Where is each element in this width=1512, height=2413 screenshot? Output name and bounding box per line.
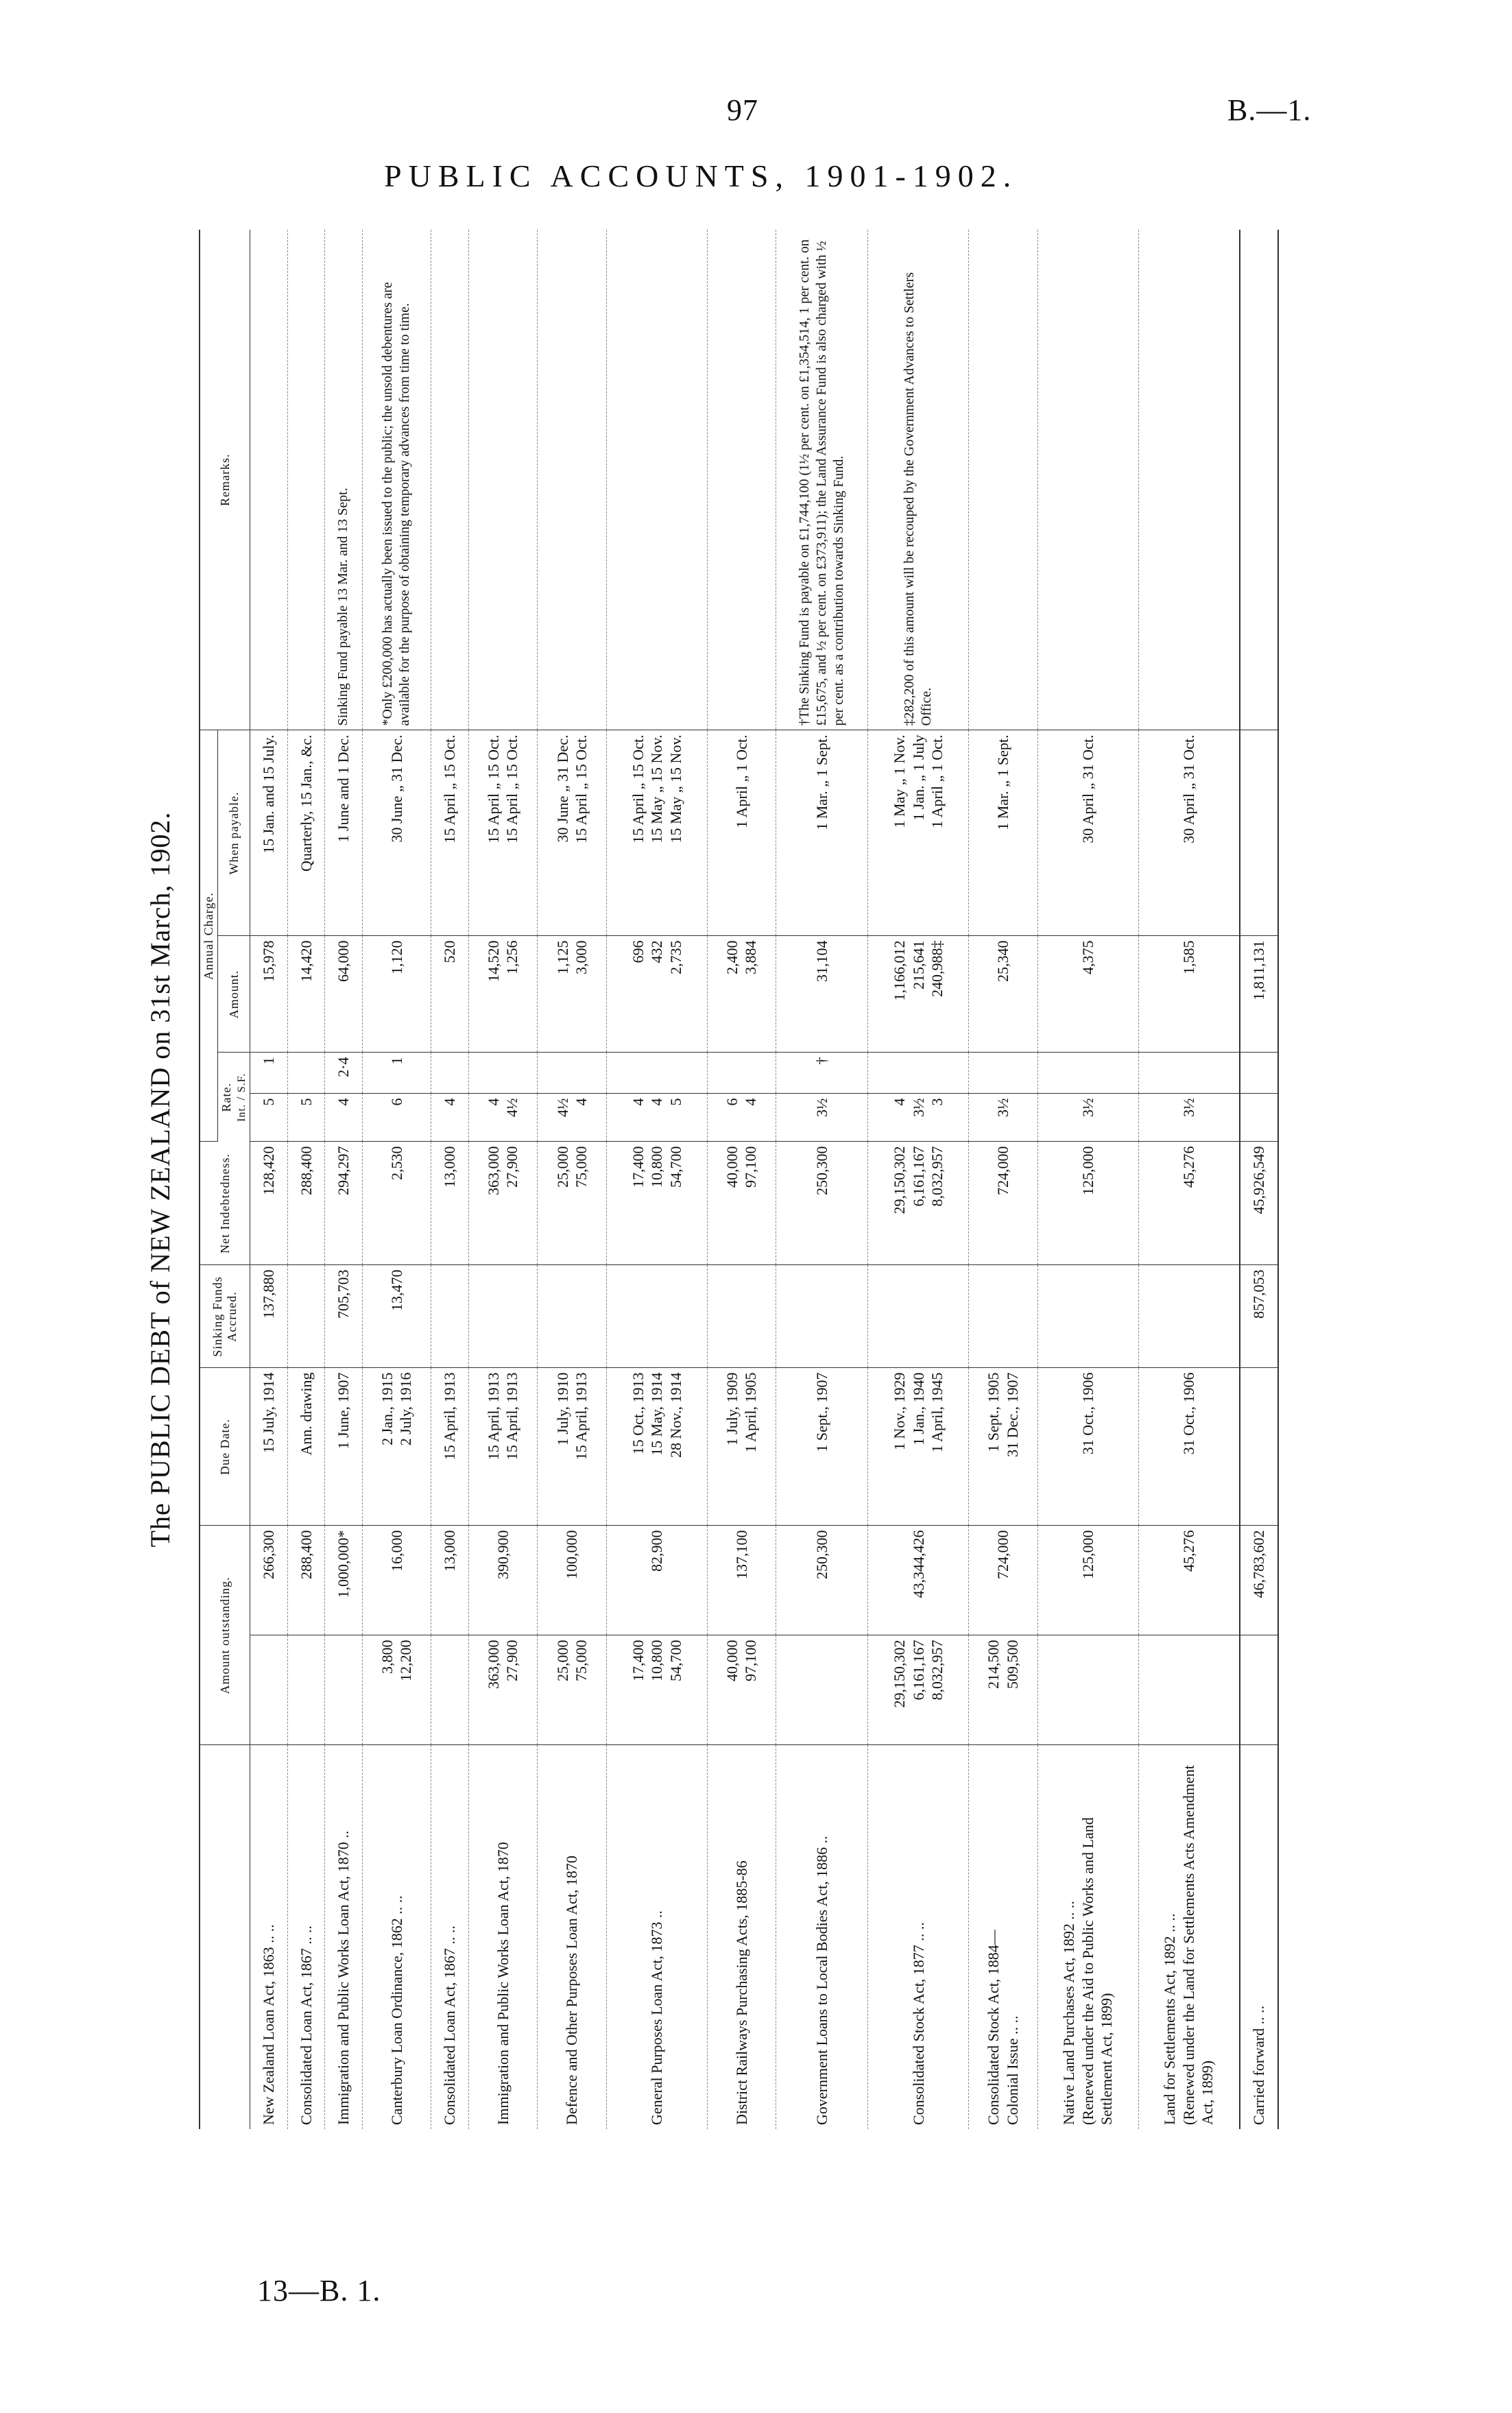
table-row — [431, 230, 469, 2129]
footer-code: 13—B. 1. — [257, 2274, 381, 2307]
due-date: 1 Nov., 1929 1 Jan., 1940 1 April, 1945 — [868, 1368, 969, 1526]
rate-sf — [707, 1053, 776, 1094]
when-payable: 30 June „ 31 Dec. 15 April „ 15 Oct. — [538, 730, 607, 936]
loan-name: Consolidated Loan Act, 1867 .. .. — [441, 1925, 459, 2125]
net-indebtedness: 45,276 — [1138, 1142, 1240, 1265]
due-date: 15 April, 1913 15 April, 1913 — [468, 1368, 538, 1526]
rate-sf: 1 — [362, 1053, 431, 1094]
sinking-fund — [1138, 1265, 1240, 1368]
amount-total: 13,000 — [431, 1526, 469, 1635]
loan-name: Native Land Purchases Act, 1892 .. .. (Renewed under the Aid to Public Works and Land Settlement Act, 1899) — [1060, 1817, 1116, 2125]
net-indebtedness: 128,420 — [250, 1142, 288, 1265]
loan-name: Government Loans to Local Bodies Act, 1886 .. — [813, 1836, 831, 2125]
sinking-fund — [969, 1265, 1038, 1368]
header-row — [200, 230, 218, 2129]
amount-total: 45,276 — [1138, 1526, 1240, 1635]
rate-sf — [868, 1053, 969, 1094]
sinking-fund — [468, 1265, 538, 1368]
sinking-fund — [707, 1265, 776, 1368]
sinking-fund — [606, 1265, 707, 1368]
table-row — [538, 230, 607, 2129]
rate-int: 4 4½ — [468, 1094, 538, 1142]
when-payable: 1 Mar. „ 1 Sept. — [776, 730, 868, 936]
sinking-fund — [431, 1265, 469, 1368]
when-payable: 15 April „ 15 Oct. 15 May „ 15 Nov. 15 May „ 15 Nov. — [606, 730, 707, 936]
remarks — [250, 230, 288, 730]
net-indebtedness: 29,150,302 6,161,167 8,032,957 — [868, 1142, 969, 1265]
header-due-date: Due Date. — [200, 1368, 250, 1526]
carried-sf — [1240, 1053, 1278, 1094]
table-row — [969, 230, 1038, 2129]
annual-amount: 64,000 — [325, 936, 363, 1053]
annual-amount: 1,166,012 215,641 240,988‡ — [868, 936, 969, 1053]
remarks — [468, 230, 538, 730]
document-code: B.—1. — [1227, 93, 1312, 127]
rate-int: 4 3½ 3 — [868, 1094, 969, 1142]
amount-parts — [1138, 1635, 1240, 1745]
remarks — [538, 230, 607, 730]
annual-amount: 25,340 — [969, 936, 1038, 1053]
carried-total: 46,783,602 — [1240, 1526, 1278, 1635]
annual-amount: 31,104 — [776, 936, 868, 1053]
amount-parts: 25,000 75,000 — [538, 1635, 607, 1745]
loan-name: Defence and Other Purposes Loan Act, 1870 — [563, 1856, 581, 2125]
due-date: 1 July, 1909 1 April, 1905 — [707, 1368, 776, 1526]
due-date: Ann. drawing — [287, 1368, 325, 1526]
loan-name: Canterbury Loan Ordinance, 1862 .. .. — [387, 1895, 405, 2125]
header-annual-charge: Annual Charge. — [200, 730, 218, 1142]
annual-amount: 1,585 — [1138, 936, 1240, 1053]
rate-int: 3½ — [776, 1094, 868, 1142]
net-indebtedness: 25,000 75,000 — [538, 1142, 607, 1265]
loan-name: Immigration and Public Works Loan Act, 1870 — [494, 1842, 512, 2125]
rate-int: 4½ 4 — [538, 1094, 607, 1142]
amount-total: 724,000 — [969, 1526, 1038, 1635]
when-payable: 15 Jan. and 15 July. — [250, 730, 288, 936]
net-indebtedness: 363,000 27,900 — [468, 1142, 538, 1265]
amount-parts: 17,400 10,800 54,700 — [606, 1635, 707, 1745]
rate-sf — [468, 1053, 538, 1094]
sinking-fund: 705,703 — [325, 1265, 363, 1368]
annual-amount: 14,420 — [287, 936, 325, 1053]
carried-int — [1240, 1094, 1278, 1142]
sinking-fund — [538, 1265, 607, 1368]
table-row — [287, 230, 325, 2129]
amount-parts: 40,000 97,100 — [707, 1635, 776, 1745]
amount-parts — [1037, 1635, 1138, 1745]
remarks — [1138, 230, 1240, 730]
amount-total: 82,900 — [606, 1526, 707, 1635]
net-indebtedness: 17,400 10,800 54,700 — [606, 1142, 707, 1265]
rate-int: 3½ — [1037, 1094, 1138, 1142]
due-date: 15 April, 1913 — [431, 1368, 469, 1526]
sinking-fund — [868, 1265, 969, 1368]
table-row — [776, 230, 868, 2129]
table-row — [1138, 230, 1240, 2129]
annual-amount: 14,520 1,256 — [468, 936, 538, 1053]
rate-sf — [1037, 1053, 1138, 1094]
carried-when — [1240, 730, 1278, 936]
rate-int: 5 — [287, 1094, 325, 1142]
remarks — [1037, 230, 1138, 730]
loan-name: Consolidated Loan Act, 1867 .. .. — [297, 1925, 315, 2125]
net-indebtedness: 40,000 97,100 — [707, 1142, 776, 1265]
rate-sf — [431, 1053, 469, 1094]
amount-total: 1,000,000* — [325, 1526, 363, 1635]
header-rate-label: Rate. — [219, 1083, 233, 1112]
table-row — [868, 230, 969, 2129]
loan-name: General Purposes Loan Act, 1873 .. — [648, 1910, 665, 2125]
amount-parts — [776, 1635, 868, 1745]
header-net-indebtedness: Net Indebtedness. — [200, 1142, 250, 1265]
remarks: *Only £200,000 has actually been issued to the public; the unsold debentures are available for the purpose of obtaining temporary advances from time to time. — [362, 230, 431, 730]
amount-total: 43,344,426 — [868, 1526, 969, 1635]
amount-total: 266,300 — [250, 1526, 288, 1635]
carried-amount: 1,811,131 — [1240, 936, 1278, 1053]
carried-due — [1240, 1368, 1278, 1526]
header-rate-int: Int. — [236, 1104, 248, 1122]
rate-sf — [606, 1053, 707, 1094]
carried-remarks — [1240, 230, 1278, 730]
due-date: 1 July, 1910 15 April, 1913 — [538, 1368, 607, 1526]
when-payable: 30 June „ 31 Dec. — [362, 730, 431, 936]
annual-amount: 15,978 — [250, 936, 288, 1053]
sinking-fund — [776, 1265, 868, 1368]
rate-int: 4 4 5 — [606, 1094, 707, 1142]
amount-parts — [325, 1635, 363, 1745]
net-indebtedness: 2,530 — [362, 1142, 431, 1265]
loan-name: Consolidated Stock Act, 1877 .. .. — [909, 1922, 927, 2125]
header-when-payable: When payable. — [218, 730, 250, 936]
amount-total: 250,300 — [776, 1526, 868, 1635]
amount-total: 288,400 — [287, 1526, 325, 1635]
amount-parts: 3,800 12,200 — [362, 1635, 431, 1745]
remarks — [606, 230, 707, 730]
net-indebtedness: 250,300 — [776, 1142, 868, 1265]
amount-total: 137,100 — [707, 1526, 776, 1635]
table-title: The PUBLIC DEBT of NEW ZEALAND on 31st March, 1902. — [145, 811, 176, 1548]
amount-parts — [431, 1635, 469, 1745]
header-amount: Amount. — [218, 936, 250, 1053]
when-payable: Quarterly, 15 Jan., &c. — [287, 730, 325, 936]
when-payable: 15 April „ 15 Oct. — [431, 730, 469, 936]
rate-sf — [969, 1053, 1038, 1094]
annual-amount: 1,125 3,000 — [538, 936, 607, 1053]
remarks: Sinking Fund payable 13 Mar. and 13 Sept. — [325, 230, 363, 730]
page-number: 97 — [727, 93, 758, 127]
rate-sf — [538, 1053, 607, 1094]
amount-parts — [287, 1635, 325, 1745]
page-title: PUBLIC ACCOUNTS, 1901-1902. — [384, 158, 1018, 193]
when-payable: 1 June and 1 Dec. — [325, 730, 363, 936]
amount-parts — [250, 1635, 288, 1745]
carried-forward-label: Carried forward .. .. — [1240, 1745, 1278, 2129]
due-date: 31 Oct., 1906 — [1138, 1368, 1240, 1526]
amount-total: 100,000 — [538, 1526, 607, 1635]
rate-int: 6 4 — [707, 1094, 776, 1142]
annual-amount: 520 — [431, 936, 469, 1053]
net-indebtedness: 13,000 — [431, 1142, 469, 1265]
net-indebtedness: 294,297 — [325, 1142, 363, 1265]
rate-int: 6 — [362, 1094, 431, 1142]
header-amount-outstanding: Amount outstanding. — [200, 1526, 250, 1745]
rate-sf: † — [776, 1053, 868, 1094]
when-payable: 1 April „ 1 Oct. — [707, 730, 776, 936]
due-date: 2 Jan., 1915 2 July, 1916 — [362, 1368, 431, 1526]
sinking-fund: 13,470 — [362, 1265, 431, 1368]
table-body — [250, 230, 1279, 2129]
amount-parts: 363,000 27,900 — [468, 1635, 538, 1745]
public-debt-table — [199, 230, 1279, 2129]
rate-sf — [1138, 1053, 1240, 1094]
table-row — [468, 230, 538, 2129]
loan-name: New Zealand Loan Act, 1863 .. .. — [260, 1924, 277, 2125]
loan-name: Land for Settlements Act, 1892 .. .. (Renewed under the Land for Settlements Acts Amendment Act, 1899) — [1161, 1765, 1216, 2125]
rate-int: 4 — [325, 1094, 363, 1142]
remarks — [969, 230, 1038, 730]
amount-total: 125,000 — [1037, 1526, 1138, 1635]
sinking-fund — [1037, 1265, 1138, 1368]
header-rate-sf: S.F. — [236, 1072, 248, 1093]
sinking-fund — [287, 1265, 325, 1368]
net-indebtedness: 724,000 — [969, 1142, 1038, 1265]
annual-amount: 2,400 3,884 — [707, 936, 776, 1053]
rate-sf — [287, 1053, 325, 1094]
table-row — [606, 230, 707, 2129]
annual-amount: 4,375 — [1037, 936, 1138, 1053]
rate-int: 4 — [431, 1094, 469, 1142]
due-date: 15 July, 1914 — [250, 1368, 288, 1526]
header-remarks: Remarks. — [200, 230, 250, 730]
net-indebtedness: 125,000 — [1037, 1142, 1138, 1265]
carried-sinking: 857,053 — [1240, 1265, 1278, 1368]
rate-int: 3½ — [1138, 1094, 1240, 1142]
sinking-fund: 137,880 — [250, 1265, 288, 1368]
when-payable: 30 April „ 31 Oct. — [1037, 730, 1138, 936]
due-date: 31 Oct., 1906 — [1037, 1368, 1138, 1526]
amount-parts: 29,150,302 6,161,167 8,032,957 — [868, 1635, 969, 1745]
when-payable: 15 April „ 15 Oct. 15 April „ 15 Oct. — [468, 730, 538, 936]
table-row — [1037, 230, 1138, 2129]
header-rate: Rate. Int. / S.F. — [218, 1053, 250, 1142]
rate-int: 5 — [250, 1094, 288, 1142]
carried-forward-row — [1240, 230, 1278, 2129]
rate-sf: 1 — [250, 1053, 288, 1094]
due-date: 1 Sept., 1905 31 Dec., 1907 — [969, 1368, 1038, 1526]
due-date: 1 June, 1907 — [325, 1368, 363, 1526]
amount-parts: 214,500 509,500 — [969, 1635, 1038, 1745]
remarks — [707, 230, 776, 730]
table-row — [325, 230, 363, 2129]
remarks: †The Sinking Fund is payable on £1,744,100 (1½ per cent. on £1,354,514, 1 per cent. on £15,675, and ½ per cent. on £373,911); the Land Assurance Fund is also charged with ½ per cent. as a contribution towards Sinking Fund. — [776, 230, 868, 730]
remarks: ‡282,200 of this amount will be recouped by the Government Advances to Settlers Office. — [868, 230, 969, 730]
header-sinking-funds: Sinking Funds Accrued. — [200, 1265, 250, 1368]
rotated-table-region — [145, 230, 1279, 2129]
table-row — [362, 230, 431, 2129]
rate-sf: 2·4 — [325, 1053, 363, 1094]
rate-int: 3½ — [969, 1094, 1038, 1142]
remarks — [287, 230, 325, 730]
annual-amount: 1,120 — [362, 936, 431, 1053]
loan-name: District Railways Purchasing Acts, 1885-86 — [732, 1860, 750, 2125]
table-row — [707, 230, 776, 2129]
loan-name: Consolidated Stock Act, 1884— Colonial Issue .. .. — [985, 1930, 1021, 2125]
loan-name: Immigration and Public Works Loan Act, 1870 .. — [335, 1830, 352, 2125]
amount-total: 16,000 — [362, 1526, 431, 1635]
carried-parts — [1240, 1635, 1278, 1745]
due-date: 1 Sept., 1907 — [776, 1368, 868, 1526]
when-payable: 1 Mar. „ 1 Sept. — [969, 730, 1038, 936]
amount-total: 390,900 — [468, 1526, 538, 1635]
table-row — [250, 230, 288, 2129]
when-payable: 1 May „ 1 Nov. 1 Jan. „ 1 July 1 April „ 1 Oct. — [868, 730, 969, 936]
carried-net: 45,926,549 — [1240, 1142, 1278, 1265]
due-date: 15 Oct., 1913 15 May, 1914 28 Nov., 1914 — [606, 1368, 707, 1526]
net-indebtedness: 288,400 — [287, 1142, 325, 1265]
when-payable: 30 April „ 31 Oct. — [1138, 730, 1240, 936]
header-loan — [200, 1745, 250, 2129]
remarks — [431, 230, 469, 730]
annual-amount: 696 432 2,735 — [606, 936, 707, 1053]
